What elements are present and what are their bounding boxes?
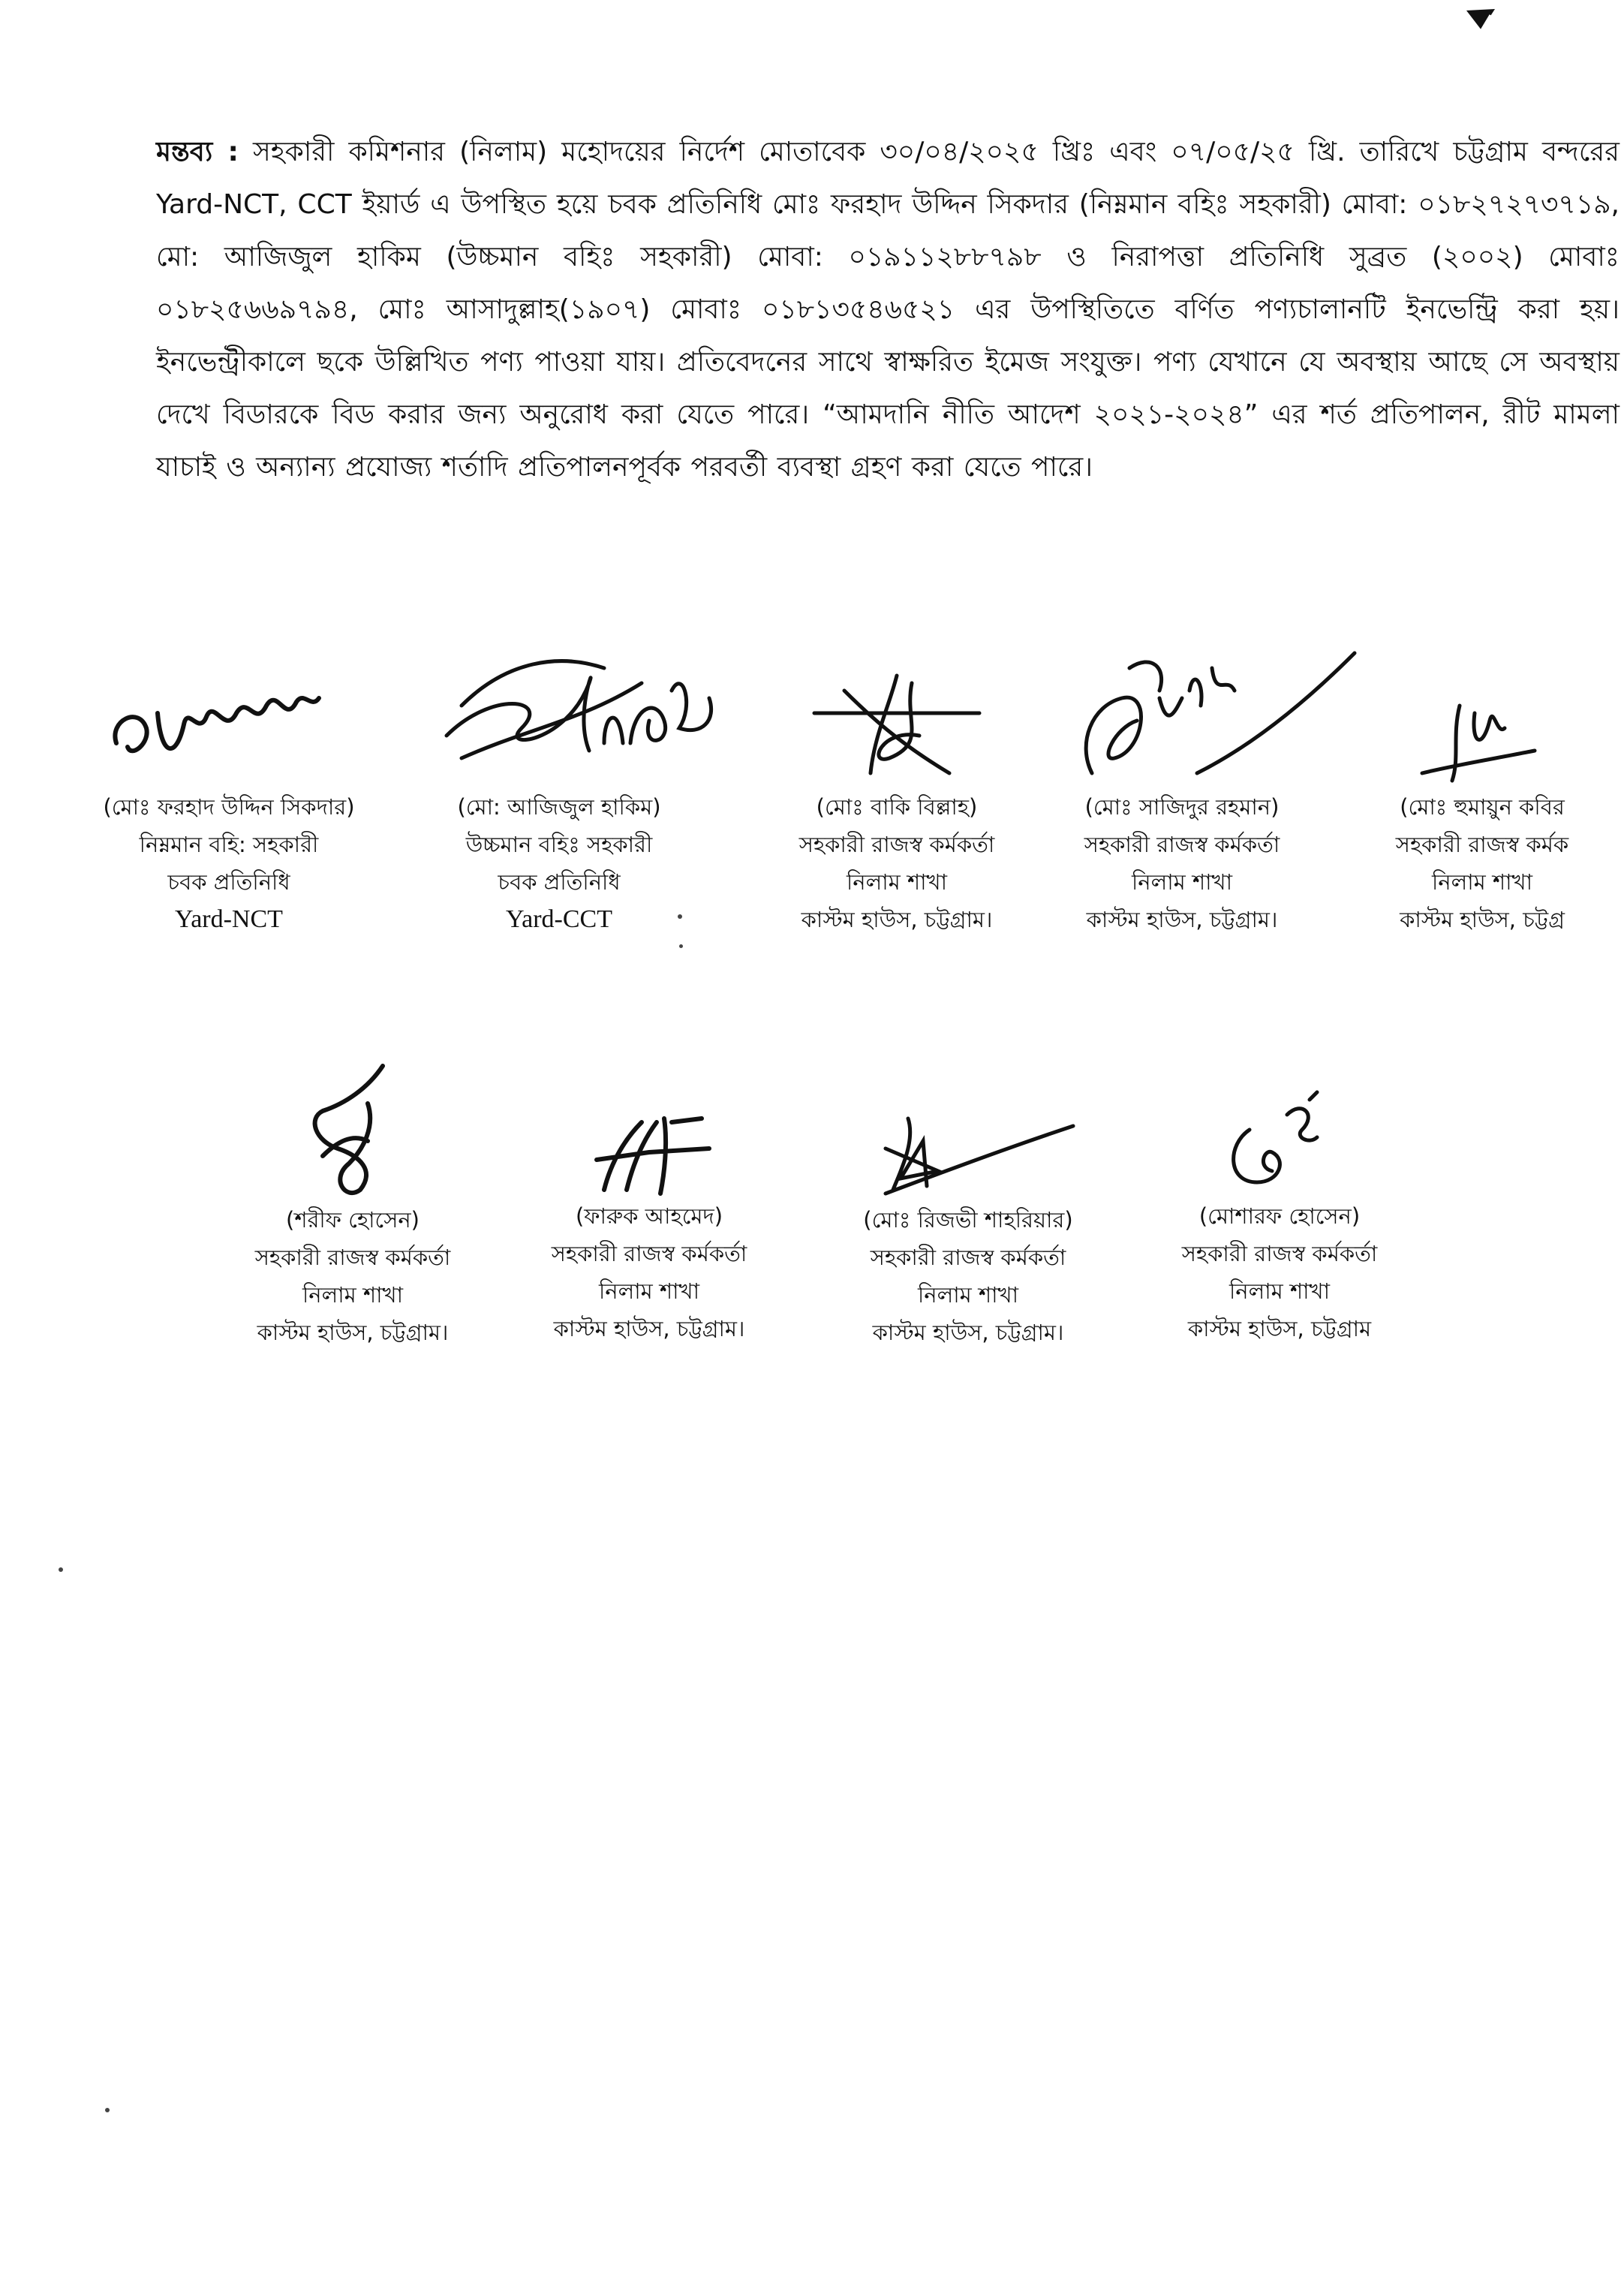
handwritten-signature (799, 661, 994, 788)
signature-block-mosharaf (1152, 1085, 1407, 1347)
signatory-office: নিলাম শাখা (1229, 1278, 1330, 1304)
signatory-location: কাস্টম হাউস, চট্টগ্রাম (1187, 1316, 1372, 1341)
handwritten-signature (856, 1103, 1081, 1201)
signatory-designation: সহকারী রাজস্ব কর্মকর্তা (1181, 1241, 1378, 1266)
signatory-name: (শরীফ হোসেন) (286, 1207, 420, 1233)
signatory-office: চবক প্রতিনিধি (167, 869, 290, 895)
signatory-location: কাস্টম হাউস, চট্টগ্রাম। (872, 1320, 1064, 1345)
signatory-designation: উচ্চমান বহিঃ সহকারী (465, 832, 653, 857)
signatory-name: (মোশারফ হোসেন) (1198, 1203, 1361, 1229)
scan-speck (59, 1567, 63, 1572)
signatory-office: নিলাম শাখা (1432, 869, 1532, 895)
signatory-office: নিলাম শাখা (599, 1278, 699, 1304)
signature-block-humayun (1358, 691, 1606, 938)
signatory-name: (মোঃ রিজভী শাহরিয়ার) (863, 1207, 1073, 1233)
signatory-name: (মোঃ বাকি বিল্লাহ) (816, 794, 978, 820)
signatory-office: নিলাম শাখা (918, 1282, 1018, 1308)
signatory-office: নিলাম শাখা (1132, 869, 1232, 895)
signature-block-rizvi (841, 1103, 1096, 1351)
signature-block-azizul (417, 638, 702, 938)
signatory-office: নিলাম শাখা (847, 869, 947, 895)
handwritten-signature (1407, 691, 1557, 788)
signatory-office: চবক প্রতিনিধি (498, 869, 621, 895)
signatory-location: কাস্টম হাউস, চট্টগ্র (1400, 907, 1565, 932)
signatory-name: (মো: আজিজুল হাকিম) (457, 794, 661, 820)
signatory-name: (মোঃ ফরহাদ উদ্দিন সিকদার) (103, 794, 355, 820)
signatory-location: Yard-CCT (505, 905, 612, 933)
handwritten-signature (574, 1107, 724, 1197)
signatory-designation: সহকারী রাজস্ব কর্মকর্তা (254, 1245, 451, 1270)
scan-speck (678, 914, 682, 919)
scan-speck (679, 944, 683, 948)
remarks-text: সহকারী কমিশনার (নিলাম) মহোদয়ের নির্দেশ মোতাবেক ৩০/০৪/২০২৫ খ্রিঃ এবং ০৭/০৫/২৫ খ্রি. তারিখে চট্টগ্রাম বন্দরের Yard-NCT, CCT ইয়ার্ড এ উপস্থিত হয়ে চবক প্রতিনিধি মোঃ ফরহাদ উদ্দিন সিকদার (নিম্নমান বহিঃ সহকারী) মোবা: ০১৮২৭২৭৩৭১৯, মো: আজিজুল হাকিম (উচ্চমান বহিঃ সহকারী) মোবা: ০১৯১১২৮৮৭৯৮ ও নিরাপত্তা প্রতিনিধি সুব্রত (২০০২) মোবাঃ ০১৮২৫৬৬৯৭৯৪, মোঃ আসাদুল্লাহ(১৯০৭) মোবাঃ ০১৮১৩৫৪৬৫২১ এর উপস্থিতিতে বর্ণিত পণ্যচালানটি ইনভেন্ট্রি করা হয়। ইনভেন্ট্রীকালে ছকে উল্লিখিত পণ্য পাওয়া যায়। প্রতিবেদনের সাথে স্বাক্ষরিত ইমেজ সংযুক্ত। পণ্য যেখানে যে অবস্থায় আছে সে অবস্থায় দেখে বিডারকে বিড করার জন্য অনুরোধ করা যেতে পারে। “আমদানি নীতি আদেশ ২০২১-২০২৪” এর শর্ত প্রতিপালন, রীট মামলা যাচাই ও অন্যান্য প্রযোজ্য শর্তাদি প্রতিপালনপূর্বক পরবর্তী ব্যবস্থা গ্রহণ করা যেতে পারে। (156, 137, 1619, 483)
signatory-designation: সহকারী রাজস্ব কর্মকর্তা (870, 1245, 1066, 1270)
signatory-designation: নিম্নমান বহি: সহকারী (139, 832, 319, 857)
signatory-office: নিলাম শাখা (302, 1282, 403, 1308)
signatory-designation: সহকারী রাজস্ব কর্মক (1395, 832, 1569, 857)
signatory-name: (ফারুক আহমেদ) (575, 1203, 723, 1229)
scan-speck (105, 2108, 110, 2112)
signatory-location: কাস্টম হাউস, চট্টগ্রাম। (1086, 907, 1278, 932)
handwritten-signature (417, 638, 739, 788)
handwritten-signature (278, 1058, 428, 1201)
signatory-location: কাস্টম হাউস, চট্টগ্রাম। (553, 1316, 745, 1341)
signatory-name: (মোঃ সাজিদুর রহমান) (1084, 794, 1280, 820)
handwritten-signature (86, 653, 371, 788)
signature-block-sajidur (1047, 623, 1317, 938)
handwritten-signature (1047, 623, 1362, 788)
remarks-label: মন্তব্য : (156, 137, 239, 167)
signatory-location: Yard-NCT (175, 905, 283, 933)
signatory-location: কাস্টম হাউস, চট্টগ্রাম। (801, 907, 993, 932)
signature-block-farhad (71, 653, 386, 938)
signatory-designation: সহকারী রাজস্ব কর্মকর্তা (551, 1241, 747, 1266)
handwritten-signature (1204, 1085, 1355, 1197)
signatory-location: কাস্টম হাউস, চট্টগ্রাম। (257, 1320, 449, 1345)
corner-triangle-icon (1465, 8, 1498, 32)
signatory-designation: সহকারী রাজস্ব কর্মকর্তা (1084, 832, 1280, 857)
signatory-designation: সহকারী রাজস্ব কর্মকর্তা (798, 832, 995, 857)
signatory-name: (মোঃ হুমায়ুন কবির (1400, 794, 1565, 820)
remarks-paragraph (156, 126, 1619, 494)
signature-block-sharif (240, 1058, 465, 1351)
signature-block-faruk (525, 1107, 773, 1347)
signature-block-baki (773, 661, 1021, 938)
